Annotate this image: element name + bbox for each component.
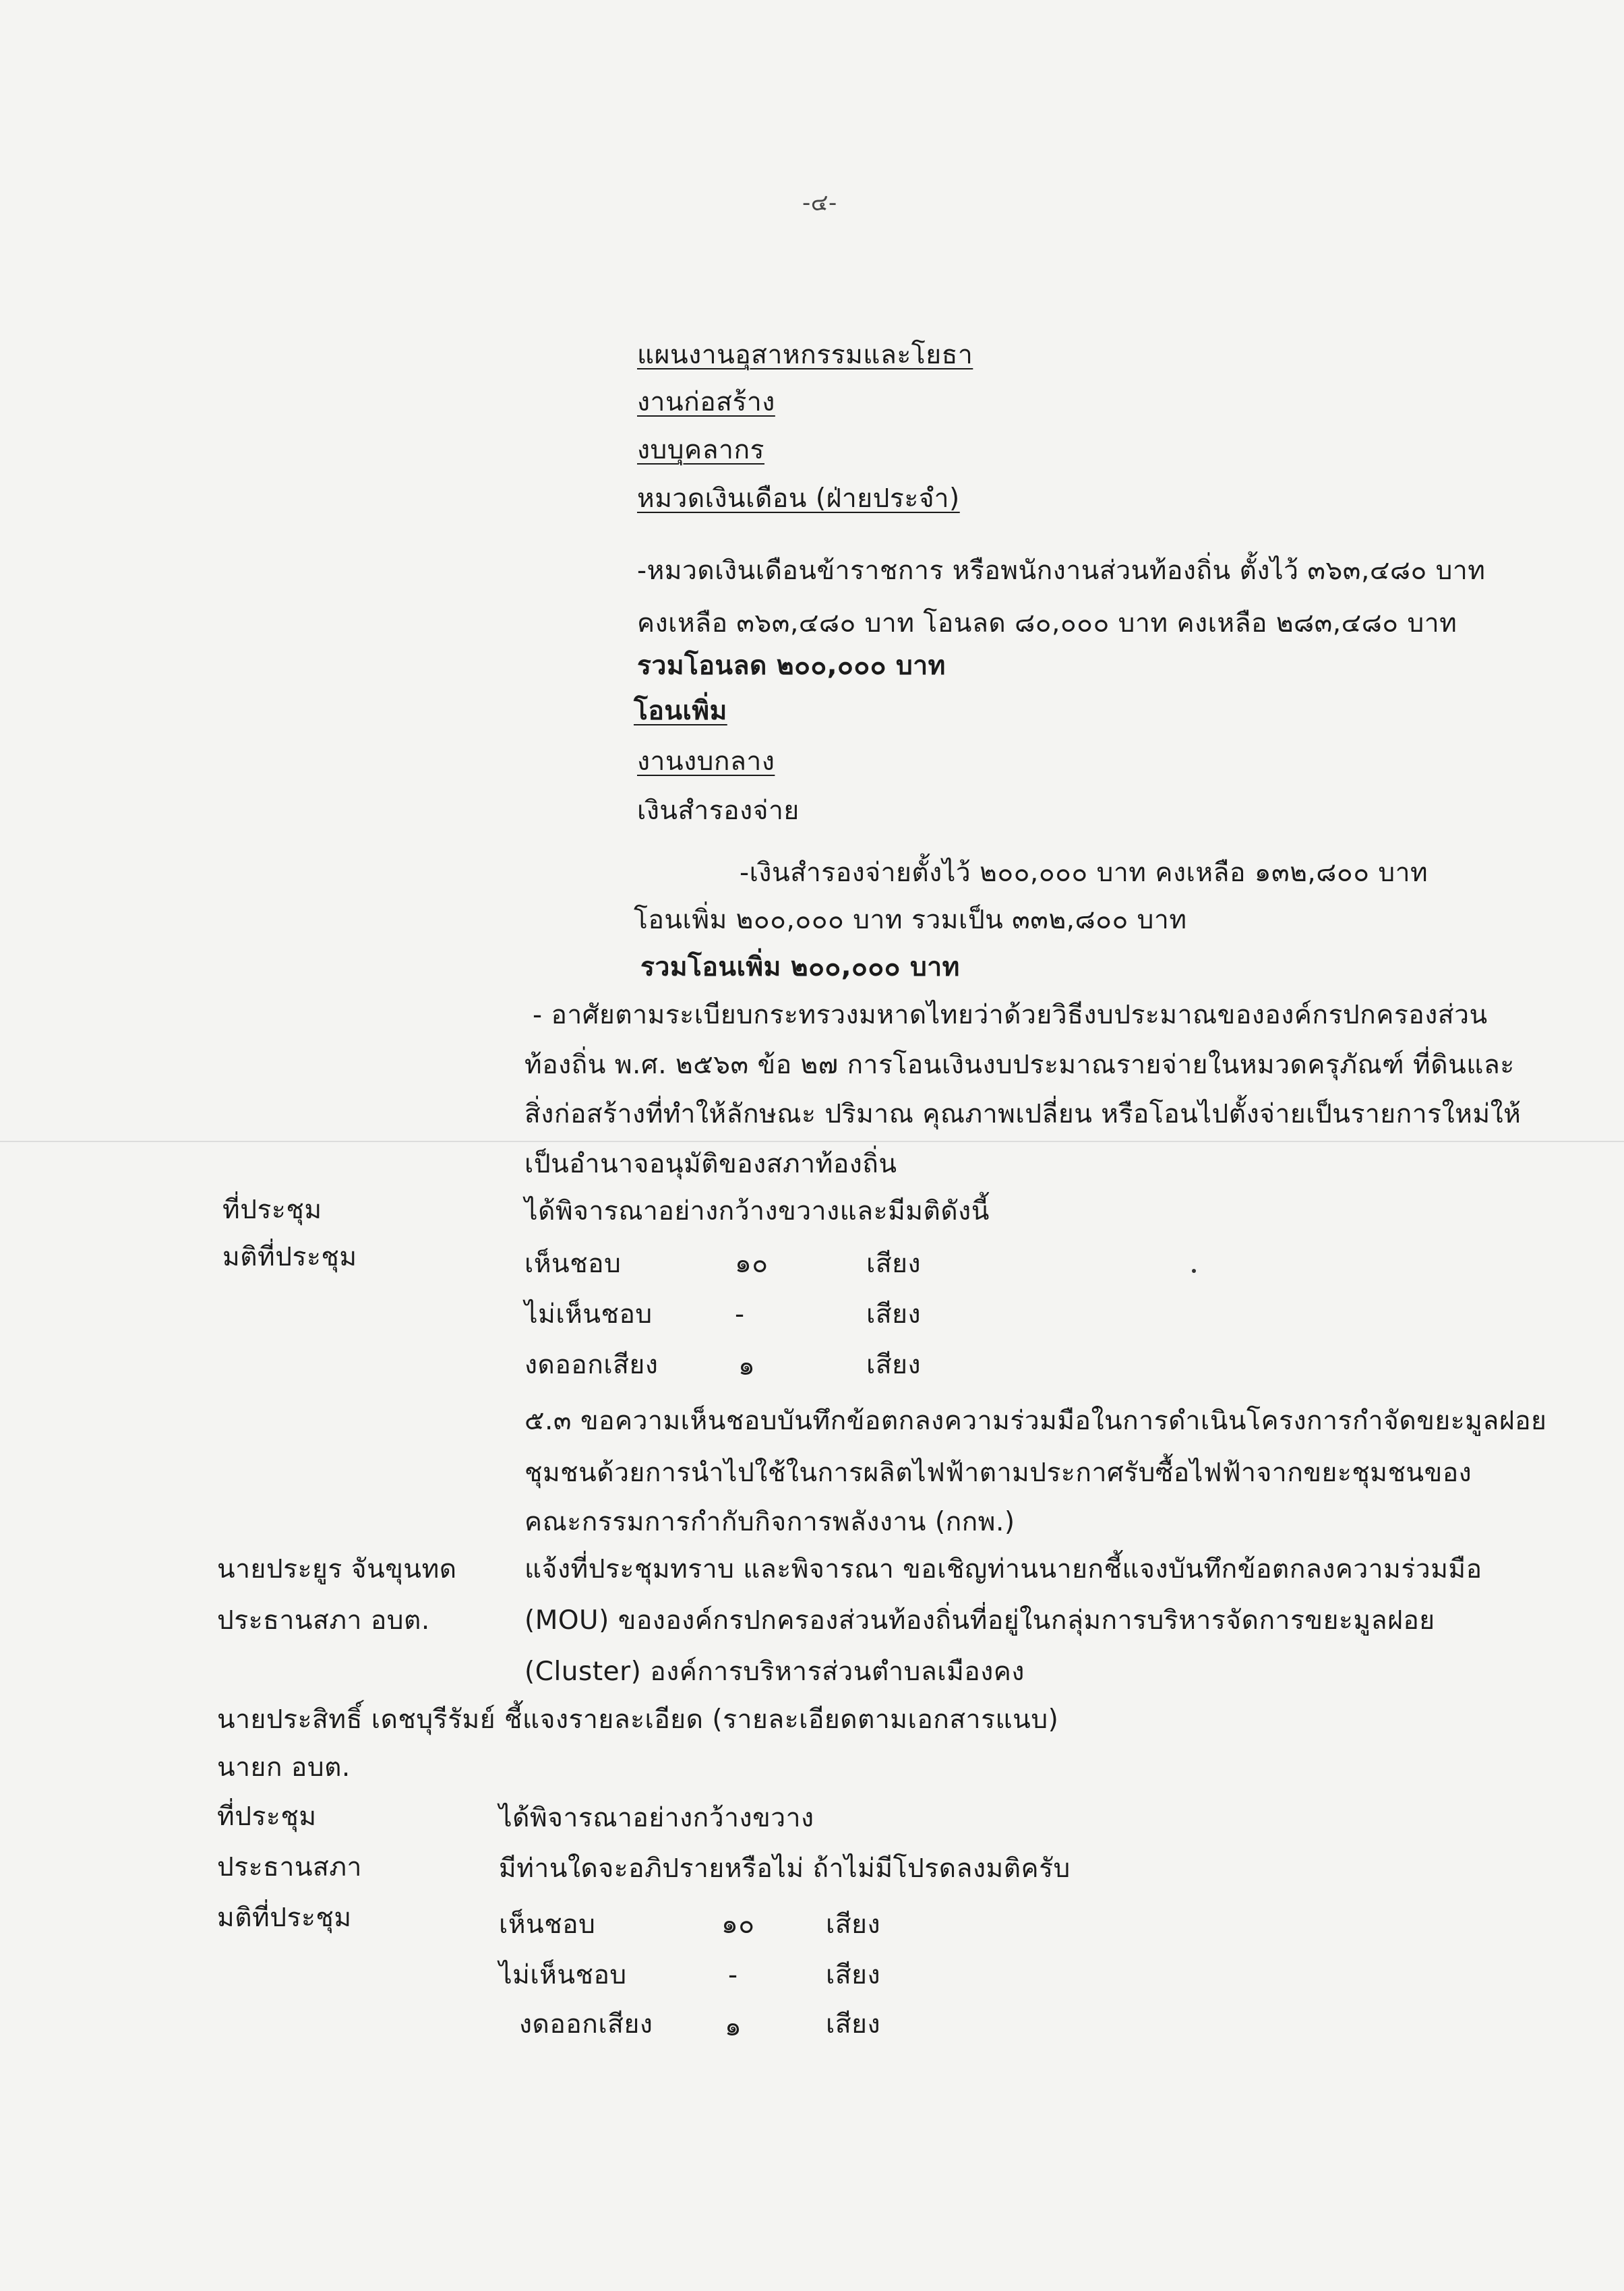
speaker-1-line-3: (Cluster) องค์การบริหารส่วนตำบลเมืองคง [524, 1657, 1025, 1687]
vote-option: เห็นชอบ [524, 1249, 622, 1279]
speaker-1-line-2: (MOU) ขององค์กรปกครองส่วนท้องถิ่นที่อยู่ในกลุ่มการบริหารจัดการขยะมูลฝอย [524, 1605, 1435, 1636]
vote-count: ๑ [738, 1351, 756, 1381]
vote-option: ไม่เห็นชอบ [524, 1299, 653, 1330]
meeting-text-2: ได้พิจารณาอย่างกว้างขวาง [499, 1803, 814, 1833]
salary-line-1: -หมวดเงินเดือนข้าราชการ หรือพนักงานส่วนท้องถิ่น ตั้งไว้ ๓๖๓,๔๘๐ บาท [637, 556, 1486, 586]
salary-line-2: คงเหลือ ๓๖๓,๔๘๐ บาท โอนลด ๘๐,๐๐๐ บาท คงเหลือ ๒๘๓,๔๘๐ บาท [637, 608, 1457, 638]
item-5-3-line-3: คณะกรรมการกำกับกิจการพลังงาน (กกพ.) [524, 1507, 1015, 1537]
vote-unit: เสียง [866, 1249, 922, 1279]
regulation-line-1: - อาศัยตามระเบียบกระทรวงมหาดไทยว่าด้วยวิธีงบประมาณขององค์กรปกครองส่วน [533, 1000, 1488, 1030]
vote-unit: เสียง [826, 2009, 881, 2040]
work-heading: งานก่อสร้าง [637, 387, 775, 417]
reserve-line-2: โอนเพิ่ม ๒๐๐,๐๐๐ บาท รวมเป็น ๓๓๒,๘๐๐ บาท [634, 905, 1187, 935]
page-number: -๔- [802, 189, 837, 216]
vote-unit: เสียง [866, 1299, 922, 1330]
vote-count: ๑๐ [735, 1249, 769, 1279]
vote-unit: เสียง [826, 1909, 881, 1940]
speaker-1-name: นายประยูร จันขุนทด [217, 1554, 457, 1584]
category-heading: หมวดเงินเดือน (ฝ่ายประจำ) [637, 483, 960, 514]
vote-unit: เสียง [866, 1350, 922, 1380]
speaker-1-line-1: แจ้งที่ประชุมทราบ และพิจารณา ขอเชิญท่านนายกชี้แจงบันทึกข้อตกลงความร่วมมือ [524, 1554, 1482, 1584]
speaker-2-title: นายก อบต. [217, 1752, 351, 1783]
item-5-3-line-2: ชุมชนด้วยการนำไปใช้ในการผลิตไฟฟ้าตามประกาศรับซื้อไฟฟ้าจากขยะชุมชนของ [524, 1458, 1472, 1488]
total-decrease: รวมโอนลด ๒๐๐,๐๐๐ บาท [637, 651, 946, 681]
vote-count: - [735, 1299, 745, 1330]
transfer-increase-heading: โอนเพิ่ม [634, 696, 727, 726]
vote-option: เห็นชอบ [499, 1909, 596, 1940]
vote-count: ๑๐ [721, 1909, 755, 1940]
resolution-label-2: มติที่ประชุม [217, 1903, 352, 1933]
vote-option: ไม่เห็นชอบ [499, 1960, 627, 1990]
regulation-line-3: สิ่งก่อสร้างที่ทำให้ลักษณะ ปริมาณ คุณภาพเปลี่ยน หรือโอนไปตั้งจ่ายเป็นรายการใหม่ให้ [524, 1099, 1522, 1129]
resolution-label-1: มติที่ประชุม [222, 1242, 357, 1272]
reserve-line-1: -เงินสำรองจ่ายตั้งไว้ ๒๐๐,๐๐๐ บาท คงเหลือ ๑๓๒,๘๐๐ บาท [740, 858, 1428, 888]
meeting-text-1: ได้พิจารณาอย่างกว้างขวางและมีมติดังนี้ [524, 1196, 990, 1226]
chair-text: มีท่านใดจะอภิปรายหรือไม่ ถ้าไม่มีโปรดลงมติครับ [499, 1853, 1071, 1884]
regulation-line-4: เป็นอำนาจอนุมัติของสภาท้องถิ่น [524, 1149, 897, 1179]
total-increase: รวมโอนเพิ่ม ๒๐๐,๐๐๐ บาท [640, 952, 960, 982]
vote-count: ๑ [725, 2012, 742, 2042]
speaker-1-title: ประธานสภา อบต. [217, 1605, 430, 1636]
vote-unit: เสียง [826, 1960, 881, 1990]
vote-option: งดออกเสียง [524, 1350, 659, 1380]
vote-option: งดออกเสียง [519, 2009, 653, 2040]
speaker-2-line-1: นายประสิทธิ์ เดชบุรีรัมย์ ชี้แจงรายละเอียด (รายละเอียดตามเอกสารแนบ) [217, 1704, 1059, 1735]
item-5-3-line-1: ๕.๓ ขอความเห็นชอบบันทึกข้อตกลงความร่วมมือในการดำเนินโครงการกำจัดขยะมูลฝอย [524, 1406, 1547, 1436]
central-work-heading: งานงบกลาง [637, 746, 775, 777]
meeting-label-1: ที่ประชุม [222, 1195, 322, 1225]
budget-heading: งบบุคลากร [637, 435, 765, 465]
plan-heading: แผนงานอุสาหกรรมและโยธา [637, 340, 973, 370]
scan-artifact-line [0, 1141, 1624, 1142]
meeting-label-2: ที่ประชุม [217, 1802, 317, 1832]
scan-speck [1192, 1269, 1196, 1273]
chair-label: ประธานสภา [217, 1852, 362, 1882]
regulation-line-2: ท้องถิ่น พ.ศ. ๒๕๖๓ ข้อ ๒๗ การโอนเงินงบประมาณรายจ่ายในหมวดครุภัณฑ์ ที่ดินและ [524, 1050, 1515, 1080]
vote-count: - [728, 1960, 738, 1990]
reserve-heading: เงินสำรองจ่าย [637, 796, 800, 826]
